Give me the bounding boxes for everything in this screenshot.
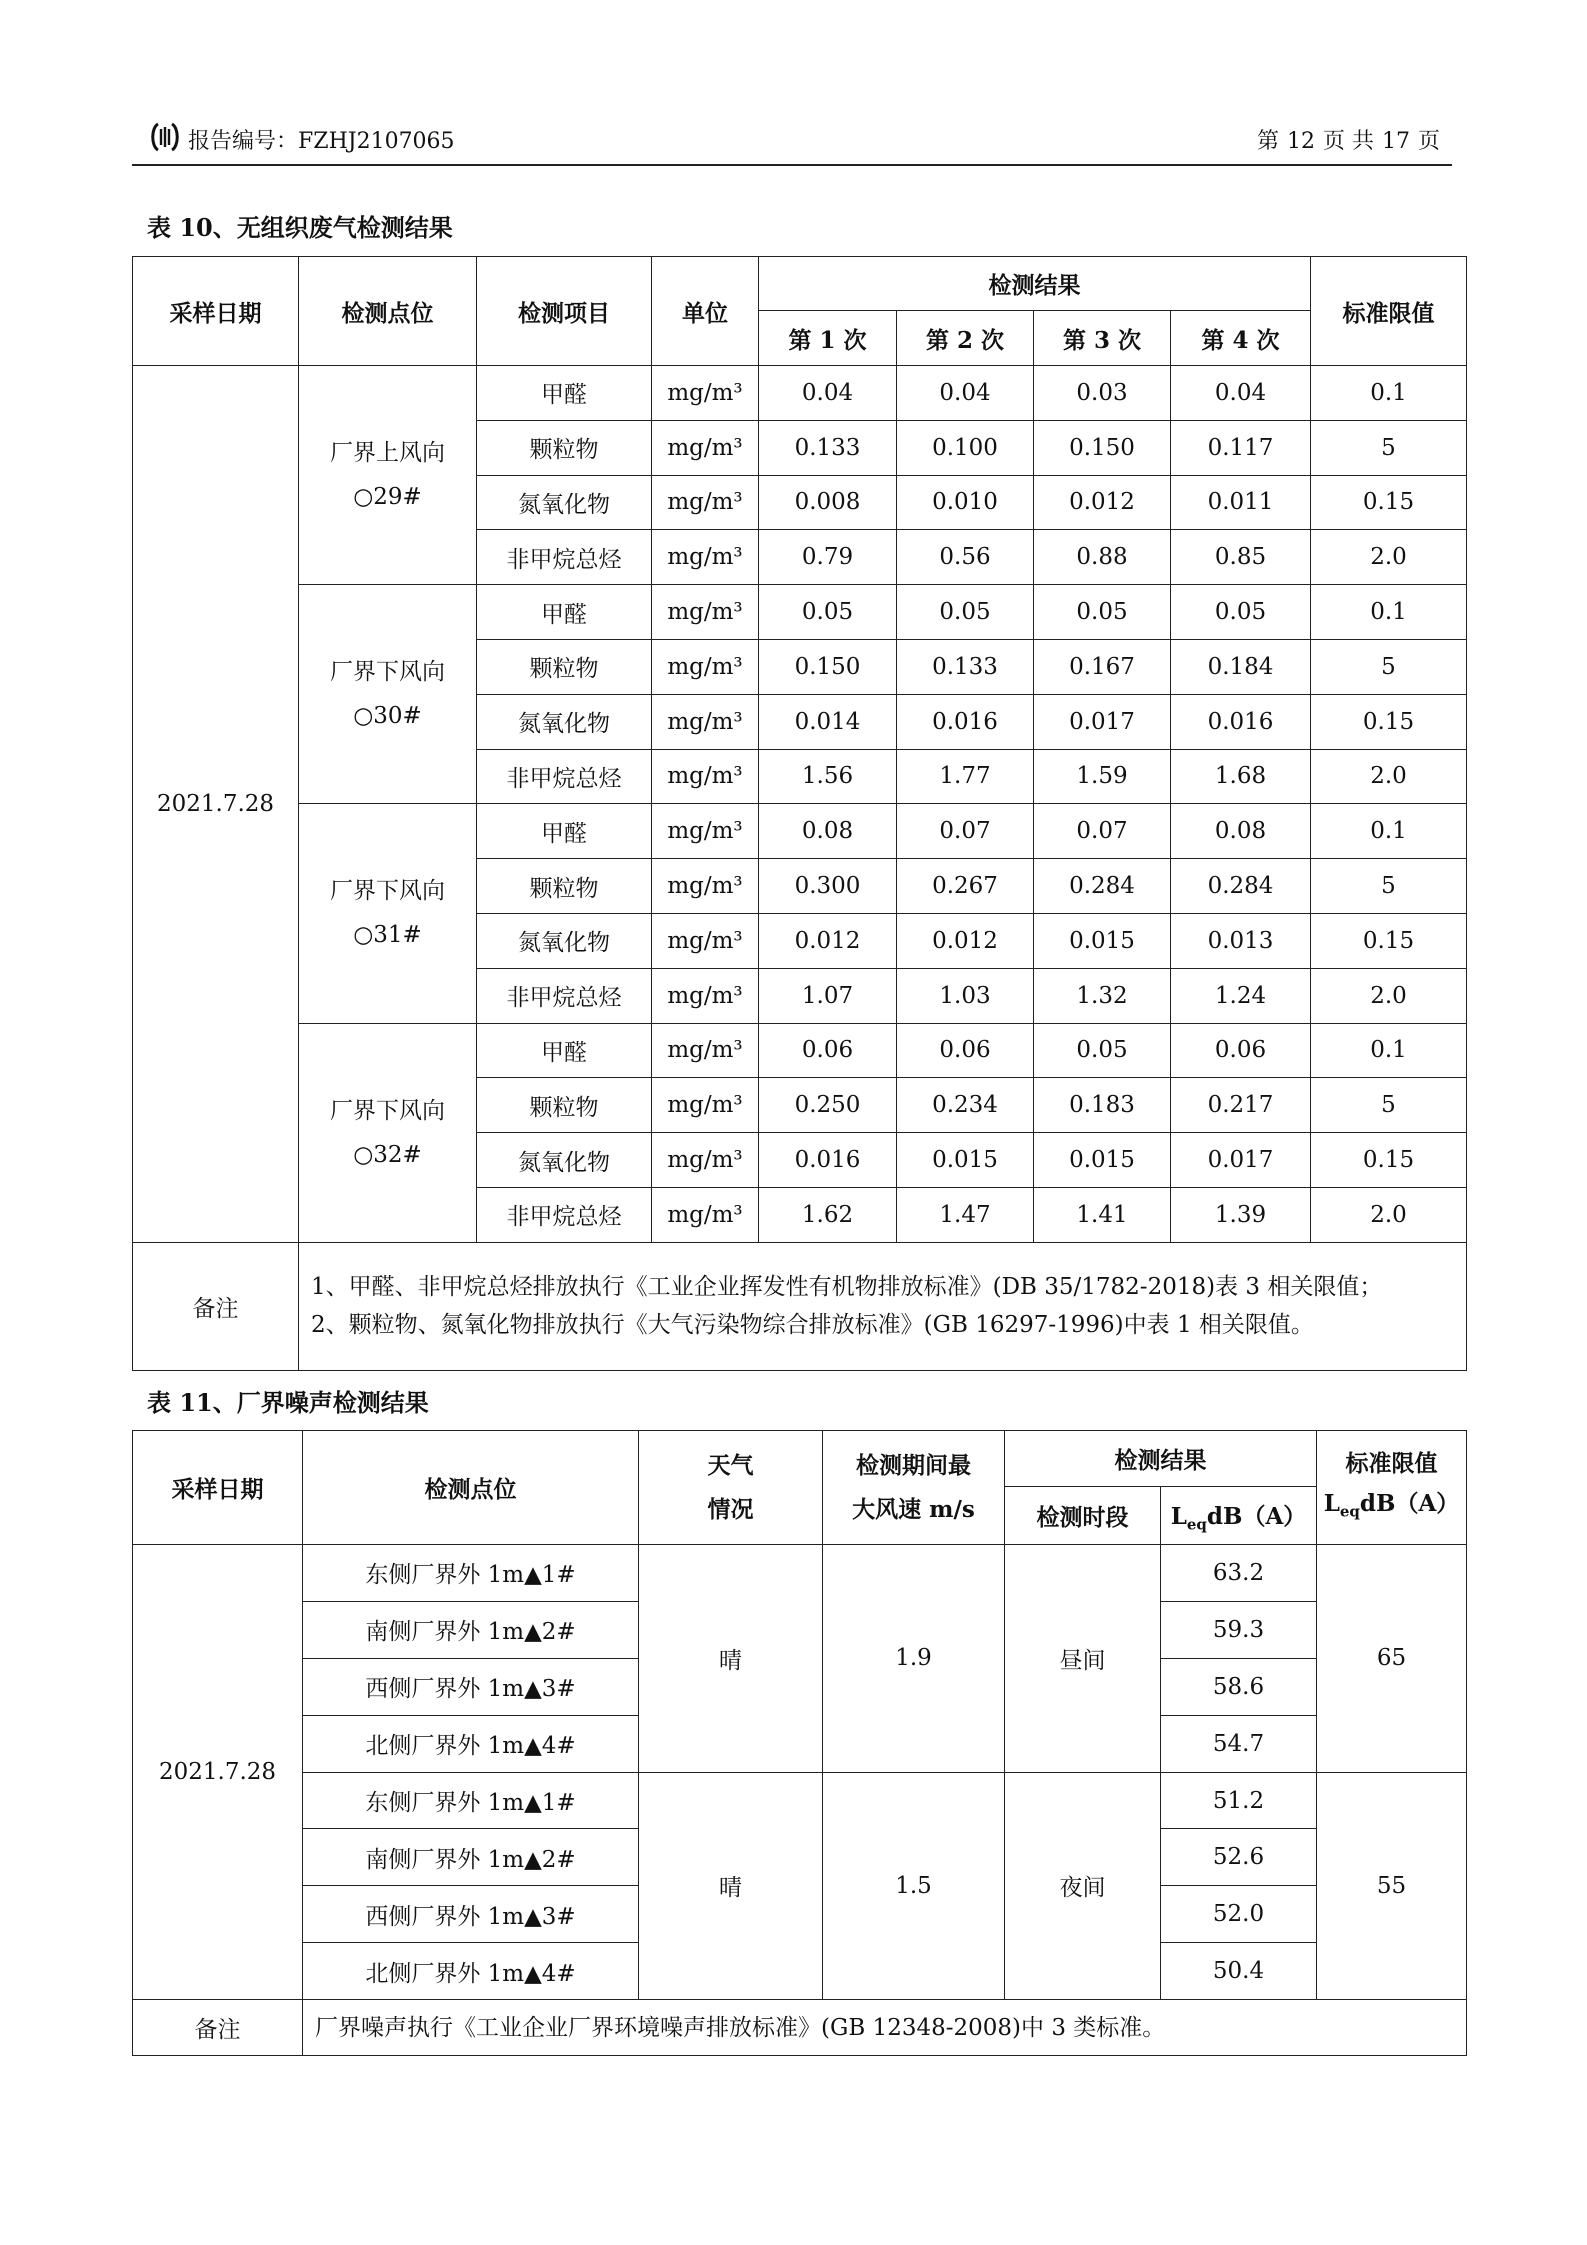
unit: mg/m³ <box>652 804 759 859</box>
unit: mg/m³ <box>652 968 759 1023</box>
result-value: 0.017 <box>1034 694 1171 749</box>
detection-item: 颗粒物 <box>477 859 652 914</box>
result-value: 0.284 <box>1171 859 1311 914</box>
detection-item: 颗粒物 <box>477 1078 652 1133</box>
result-value: 0.008 <box>759 475 897 530</box>
result-value: 1.07 <box>759 968 897 1023</box>
detection-item: 非甲烷总烃 <box>477 1187 652 1242</box>
noise-value: 50.4 <box>1161 1943 1317 2000</box>
result-value: 0.08 <box>1171 804 1311 859</box>
result-value: 0.011 <box>1171 475 1311 530</box>
detection-point: 东侧厂界外 1m▲1# <box>303 1545 639 1602</box>
header-leq: $L_{eq}dB(A)$ <box>1161 1487 1317 1545</box>
result-value: 0.267 <box>897 859 1034 914</box>
result-value: 0.015 <box>1034 1133 1171 1188</box>
header-point: 检测点位 <box>299 257 477 366</box>
table10-caption: 表 10、无组织废气检测结果 <box>147 213 453 242</box>
result-value: 0.07 <box>1034 804 1171 859</box>
unit: mg/m³ <box>652 475 759 530</box>
result-value: 0.04 <box>897 366 1034 421</box>
result-value: 0.012 <box>1034 475 1171 530</box>
result-value: 1.41 <box>1034 1187 1171 1242</box>
detection-point: 东侧厂界外 1m▲1# <box>303 1772 639 1829</box>
result-value: 0.015 <box>897 1133 1034 1188</box>
point-code: ○30# <box>353 703 422 730</box>
table11-noise-results <box>132 1430 1467 2056</box>
result-value: 0.017 <box>1171 1133 1311 1188</box>
unit: mg/m³ <box>652 1133 759 1188</box>
noise-value: 51.2 <box>1161 1772 1317 1829</box>
limit-value: 5 <box>1311 420 1467 475</box>
detection-item: 氮氧化物 <box>477 694 652 749</box>
result-value: 0.05 <box>1171 585 1311 640</box>
point-name: 厂界下风向 <box>330 1097 445 1124</box>
sampling-date: 2021.7.28 <box>133 1545 303 2000</box>
detection-item: 非甲烷总烃 <box>477 749 652 804</box>
limit-value: 5 <box>1311 859 1467 914</box>
result-value: 0.08 <box>759 804 897 859</box>
noise-value: 52.0 <box>1161 1886 1317 1943</box>
result-value: 0.016 <box>1171 694 1311 749</box>
page-header <box>132 112 1452 166</box>
unit: mg/m³ <box>652 913 759 968</box>
point-name: 厂界上风向 <box>330 440 445 467</box>
report-number: 报告编号：FZHJ2107065 <box>188 129 455 154</box>
result-value: 0.012 <box>897 913 1034 968</box>
detection-item: 非甲烷总烃 <box>477 530 652 585</box>
limit-value: 65 <box>1317 1545 1467 1773</box>
result-value: 0.85 <box>1171 530 1311 585</box>
table-row <box>133 585 1467 640</box>
result-value: 0.012 <box>759 913 897 968</box>
result-value: 1.32 <box>1034 968 1171 1023</box>
detection-point: 北侧厂界外 1m▲4# <box>303 1943 639 2000</box>
header-r4: 第 4 次 <box>1171 311 1311 366</box>
detection-period: 昼间 <box>1005 1545 1161 1773</box>
unit: mg/m³ <box>652 694 759 749</box>
detection-point: 南侧厂界外 1m▲2# <box>303 1829 639 1886</box>
result-value: 0.03 <box>1034 366 1171 421</box>
result-value: 0.117 <box>1171 420 1311 475</box>
table-row <box>133 1023 1467 1078</box>
noise-value: 58.6 <box>1161 1658 1317 1715</box>
detection-point <box>299 366 477 585</box>
result-value: 0.300 <box>759 859 897 914</box>
point-code: ○31# <box>353 922 422 949</box>
header-r3: 第 3 次 <box>1034 311 1171 366</box>
noise-value: 63.2 <box>1161 1545 1317 1602</box>
result-value: 1.39 <box>1171 1187 1311 1242</box>
note-label: 备注 <box>133 1242 299 1370</box>
limit-value: 2.0 <box>1311 1187 1467 1242</box>
note-text <box>299 1242 1467 1370</box>
table-row <box>133 2000 1467 2056</box>
table-row <box>133 804 1467 859</box>
limit-value: 2.0 <box>1311 530 1467 585</box>
result-value: 0.100 <box>897 420 1034 475</box>
result-value: 0.284 <box>1034 859 1171 914</box>
header-date: 采样日期 <box>133 257 299 366</box>
table-row <box>133 1772 1467 1829</box>
table11-caption: 表 11、厂界噪声检测结果 <box>147 1388 429 1417</box>
result-value: 0.05 <box>1034 1023 1171 1078</box>
result-value: 0.014 <box>759 694 897 749</box>
limit-value: 2.0 <box>1311 968 1467 1023</box>
result-value: 0.016 <box>759 1133 897 1188</box>
header-period: 检测时段 <box>1005 1487 1161 1545</box>
result-value: 0.010 <box>897 475 1034 530</box>
result-value: 0.015 <box>1034 913 1171 968</box>
result-value: 0.04 <box>1171 366 1311 421</box>
detection-item: 甲醛 <box>477 366 652 421</box>
detection-item: 甲醛 <box>477 804 652 859</box>
unit: mg/m³ <box>652 1023 759 1078</box>
header-result: 检测结果 <box>759 257 1311 311</box>
header-r2: 第 2 次 <box>897 311 1034 366</box>
limit-value: 55 <box>1317 1772 1467 2000</box>
detection-item: 颗粒物 <box>477 639 652 694</box>
header-limit: 标准限值 $L_{eq}dB(A)$ <box>1317 1431 1467 1545</box>
limit-value: 0.15 <box>1311 475 1467 530</box>
max-wind-speed: 1.9 <box>823 1545 1005 1773</box>
limit-value: 0.15 <box>1311 1133 1467 1188</box>
header-limit: 标准限值 <box>1311 257 1467 366</box>
detection-point: 西侧厂界外 1m▲3# <box>303 1658 639 1715</box>
detection-point: 北侧厂界外 1m▲4# <box>303 1715 639 1772</box>
result-value: 0.88 <box>1034 530 1171 585</box>
header-result: 检测结果 <box>1005 1431 1317 1487</box>
result-value: 0.150 <box>1034 420 1171 475</box>
result-value: 0.79 <box>759 530 897 585</box>
result-value: 0.016 <box>897 694 1034 749</box>
result-value: 0.150 <box>759 639 897 694</box>
detection-point <box>299 1023 477 1242</box>
result-value: 1.24 <box>1171 968 1311 1023</box>
result-value: 0.234 <box>897 1078 1034 1133</box>
noise-value: 52.6 <box>1161 1829 1317 1886</box>
detection-item: 氮氧化物 <box>477 1133 652 1188</box>
result-value: 1.68 <box>1171 749 1311 804</box>
detection-point: 西侧厂界外 1m▲3# <box>303 1886 639 1943</box>
result-value: 0.56 <box>897 530 1034 585</box>
table-row <box>133 1545 1467 1602</box>
unit: mg/m³ <box>652 585 759 640</box>
result-value: 0.184 <box>1171 639 1311 694</box>
result-value: 0.250 <box>759 1078 897 1133</box>
unit: mg/m³ <box>652 530 759 585</box>
limit-value: 5 <box>1311 1078 1467 1133</box>
result-value: 0.183 <box>1034 1078 1171 1133</box>
unit: mg/m³ <box>652 420 759 475</box>
note-line-2: 2、颗粒物、氮氧化物排放执行《大气污染物综合排放标准》(GB 16297-1996)中表 1 相关限值。 <box>311 1312 1314 1339</box>
result-value: 0.133 <box>897 639 1034 694</box>
detection-item: 甲醛 <box>477 585 652 640</box>
result-value: 0.05 <box>1034 585 1171 640</box>
table-row <box>133 1431 1467 1487</box>
result-value: 1.59 <box>1034 749 1171 804</box>
result-value: 0.217 <box>1171 1078 1311 1133</box>
sampling-date: 2021.7.28 <box>133 366 299 1243</box>
table-row <box>133 257 1467 311</box>
unit: mg/m³ <box>652 859 759 914</box>
detection-point <box>299 585 477 804</box>
detection-item: 颗粒物 <box>477 420 652 475</box>
page-indicator: 第 12 页 共 17 页 <box>1256 129 1440 154</box>
header-weather: 天气 情况 <box>639 1431 823 1545</box>
weather: 晴 <box>639 1772 823 2000</box>
result-value: 0.06 <box>897 1023 1034 1078</box>
result-value: 1.03 <box>897 968 1034 1023</box>
detection-period: 夜间 <box>1005 1772 1161 2000</box>
header-point: 检测点位 <box>303 1431 639 1545</box>
unit: mg/m³ <box>652 1078 759 1133</box>
result-value: 1.62 <box>759 1187 897 1242</box>
result-value: 0.05 <box>897 585 1034 640</box>
limit-value: 0.1 <box>1311 804 1467 859</box>
unit: mg/m³ <box>652 366 759 421</box>
result-value: 0.05 <box>759 585 897 640</box>
limit-value: 0.15 <box>1311 694 1467 749</box>
weather: 晴 <box>639 1545 823 1773</box>
note-label: 备注 <box>133 2000 303 2056</box>
header-item: 检测项目 <box>477 257 652 366</box>
limit-value: 0.1 <box>1311 585 1467 640</box>
result-value: 1.56 <box>759 749 897 804</box>
detection-item: 氮氧化物 <box>477 913 652 968</box>
detection-item: 非甲烷总烃 <box>477 968 652 1023</box>
detection-item: 氮氧化物 <box>477 475 652 530</box>
noise-value: 59.3 <box>1161 1601 1317 1658</box>
unit: mg/m³ <box>652 749 759 804</box>
table10-exhaust-gas-results <box>132 256 1467 1371</box>
limit-value: 0.1 <box>1311 1023 1467 1078</box>
point-name: 厂界下风向 <box>330 878 445 905</box>
point-code: ○32# <box>353 1141 422 1168</box>
limit-value: 5 <box>1311 639 1467 694</box>
header-r1: 第 1 次 <box>759 311 897 366</box>
header-wind: 检测期间最 大风速 m/s <box>823 1431 1005 1545</box>
table-row <box>133 366 1467 421</box>
result-value: 0.013 <box>1171 913 1311 968</box>
header-unit: 单位 <box>652 257 759 366</box>
result-value: 1.77 <box>897 749 1034 804</box>
detection-item: 甲醛 <box>477 1023 652 1078</box>
limit-value: 0.1 <box>1311 366 1467 421</box>
result-value: 0.06 <box>1171 1023 1311 1078</box>
company-logo-icon <box>148 120 182 154</box>
detection-point: 南侧厂界外 1m▲2# <box>303 1601 639 1658</box>
result-value: 1.47 <box>897 1187 1034 1242</box>
limit-value: 2.0 <box>1311 749 1467 804</box>
result-value: 0.07 <box>897 804 1034 859</box>
table-row <box>133 1242 1467 1370</box>
point-code: ○29# <box>353 484 422 511</box>
limit-value: 0.15 <box>1311 913 1467 968</box>
result-value: 0.133 <box>759 420 897 475</box>
detection-point <box>299 804 477 1023</box>
note-text: 厂界噪声执行《工业企业厂界环境噪声排放标准》(GB 12348-2008)中 3 类标准。 <box>303 2000 1467 2056</box>
header-date: 采样日期 <box>133 1431 303 1545</box>
unit: mg/m³ <box>652 1187 759 1242</box>
max-wind-speed: 1.5 <box>823 1772 1005 2000</box>
note-line-1: 1、甲醛、非甲烷总烃排放执行《工业企业挥发性有机物排放标准》(DB 35/1782-2018)表 3 相关限值； <box>311 1274 1383 1301</box>
point-name: 厂界下风向 <box>330 659 445 686</box>
result-value: 0.04 <box>759 366 897 421</box>
noise-value: 54.7 <box>1161 1715 1317 1772</box>
result-value: 0.06 <box>759 1023 897 1078</box>
unit: mg/m³ <box>652 639 759 694</box>
result-value: 0.167 <box>1034 639 1171 694</box>
